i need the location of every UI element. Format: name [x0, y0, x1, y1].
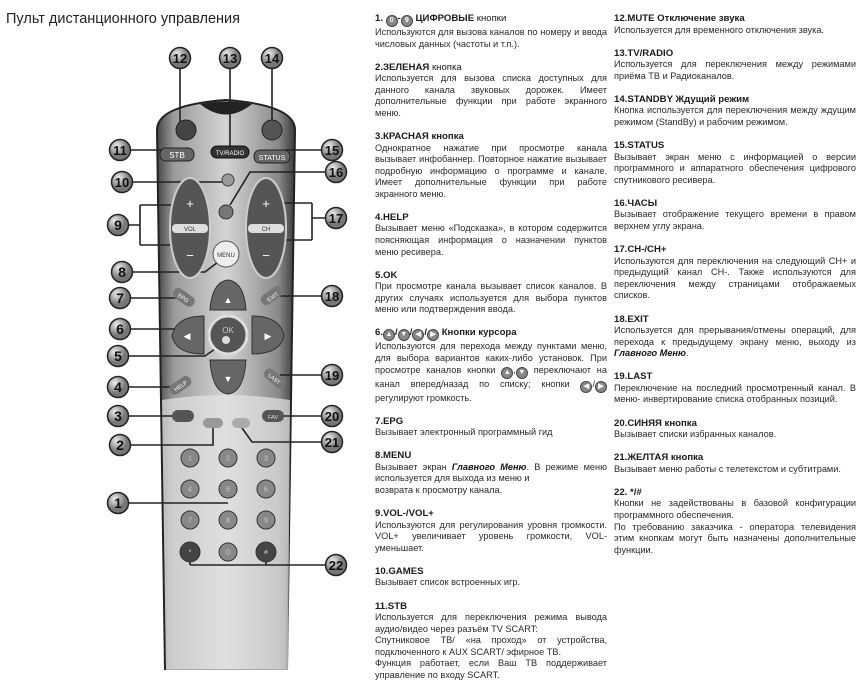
descriptions-column-right: [614, 13, 856, 568]
clock-button[interactable]: [219, 205, 233, 219]
text-segment: кнопка: [431, 61, 462, 73]
plus-icon: +: [186, 196, 194, 211]
callout-number: 9: [114, 217, 122, 233]
text-segment: Функция работает, если Ваш ТВ поддерживает управление по входу SCART.: [375, 658, 607, 680]
text-segment: Вызывает экран: [375, 461, 452, 472]
button-description: [375, 327, 607, 404]
page-title: Пульт дистанционного управления: [6, 11, 240, 27]
callout-number: 7: [116, 290, 124, 306]
remote-control-illustration: [0, 0, 370, 670]
text-segment: 1.: [375, 13, 386, 24]
callout-number: 11: [113, 143, 127, 158]
description-body: [614, 25, 856, 37]
games-button[interactable]: [222, 174, 234, 186]
description-body: [375, 427, 607, 439]
description-body: [614, 498, 856, 556]
digit-label: 0: [226, 549, 230, 557]
yellow-button[interactable]: [232, 418, 250, 428]
text-segment: Главного Меню: [451, 461, 527, 472]
text-segment: Используются для перехода между пунктами меню, для выбора вариантов каких-либо установок. При просмотре каналов кнопки: [375, 341, 607, 375]
ok-label: OK: [222, 326, 234, 335]
text-segment: Кнопки курсора: [439, 327, 517, 339]
text-segment: Спутниковое ТВ/ «на проход» от устройства, подключенного к AUX SCART/ эфирное ТВ.: [375, 635, 607, 657]
status-label: STATUS: [258, 155, 286, 162]
text-segment: Главного Меню: [614, 348, 686, 359]
text-segment: Используются для переключения на следующий CH+ и предыдущий канал CH-. Также используются для переключения между страницами отображаемых списков.: [614, 255, 856, 301]
text-segment: Используется для прерывания/отмены операций, для перехода к предыдущему экрану меню, выходу из: [614, 325, 856, 347]
text-segment: Кнопка используется для переключения между ждущим режимом (StandBy) и рабочим режимом.: [614, 105, 856, 128]
text-segment: Используются для вызова каналов по номеру и ввода числовых данных (частоты и т.п.).: [375, 27, 607, 49]
description-heading: [375, 327, 607, 341]
text-segment: Однократное нажатие при просмотре канала вызывает инфобаннер. Повторное нажатие вызывает подробную информацию о программе и канале. Имеет дополнительные функции при работе экранного меню.: [375, 142, 607, 199]
text-segment: Используется для вызова списка доступных для данного канала звуковых дорожек. Имеет дополнительные функции при работе экранного меню.: [375, 73, 607, 118]
description-heading: [375, 508, 607, 520]
text-segment: кнопки: [476, 13, 507, 24]
minus-icon: −: [262, 248, 270, 263]
text-segment: 3.КРАСНАЯ кнопка: [375, 131, 464, 143]
text-segment: 9.VOL-/VOL+: [375, 508, 434, 520]
digit-label: 4: [188, 486, 192, 494]
callout-number: 4: [114, 379, 122, 395]
description-body: [614, 429, 856, 441]
text-segment: 11.STB: [375, 600, 407, 612]
text-segment: Вызывает отображение текущего времени в правом верхнем углу экрана.: [614, 209, 856, 232]
text-segment: .: [685, 348, 689, 359]
vol-label: VOL: [183, 227, 197, 233]
text-segment: 21.ЖЕЛТАЯ кнопка: [614, 452, 704, 464]
button-description: [375, 212, 607, 258]
callout-number: 14: [264, 51, 280, 66]
text-segment: 2.ЗЕЛЕНАЯ: [375, 61, 432, 73]
button-glyph-icon: ▼: [398, 329, 410, 341]
epg-label: EPG: [176, 292, 190, 305]
button-glyph-icon: ◀: [412, 329, 424, 341]
down-arrow-icon: ▼: [223, 374, 233, 384]
description-body: [375, 73, 607, 119]
text-segment: 4.HELP: [375, 211, 409, 223]
tv-radio-label: TV/RADIO: [215, 151, 245, 157]
text-segment: -: [397, 13, 401, 24]
description-heading: [375, 270, 607, 282]
text-segment: 20.СИНЯЯ кнопка: [614, 417, 697, 429]
description-body: [614, 152, 856, 187]
text-segment: Используется для временного отключения звука.: [614, 24, 824, 35]
description-heading: [375, 450, 607, 462]
description-heading: [614, 94, 856, 106]
text-segment: Вызывает меню работы с телетекстом и субтитрами.: [614, 463, 841, 474]
callout-number: 3: [114, 408, 122, 424]
description-body: [614, 105, 856, 128]
text-segment: /: [409, 327, 413, 339]
callout-number: 5: [114, 348, 122, 364]
stb-label: STB: [169, 151, 185, 160]
button-glyph-icon: 9: [401, 15, 413, 27]
right-arrow-icon: ▶: [264, 331, 272, 341]
button-description: [375, 416, 607, 439]
text-segment: 5.OK: [375, 269, 398, 281]
text-segment: Переключение на последний просмотренный канал. В меню- инвертирование списка отобранных позиций.: [614, 382, 856, 405]
text-segment: возврата к просмотру канала.: [375, 485, 503, 496]
text-segment: Используется для переключения между режимами приёма ТВ и Радиоканалов.: [614, 59, 856, 81]
last-label: LAST: [266, 372, 281, 387]
description-heading: [375, 62, 607, 74]
description-heading: [614, 244, 856, 256]
button-glyph-icon: 0: [386, 15, 398, 27]
button-description: [375, 566, 607, 589]
ch-label: CH: [261, 227, 271, 233]
description-body: [375, 143, 607, 201]
digit-label: 5: [226, 486, 230, 494]
callout-number: 16: [328, 165, 344, 180]
description-heading: [375, 13, 607, 27]
text-segment: . В режиме меню используется для выхода из меню и: [375, 461, 607, 484]
text-segment: 8.MENU: [375, 450, 412, 462]
descriptions-column-left: [375, 13, 607, 693]
button-description: [614, 140, 856, 186]
text-segment: Вызывает электронный программный гид: [375, 427, 553, 438]
text-segment: /: [592, 378, 595, 389]
text-segment: ,: [513, 364, 516, 375]
digit-label: *: [188, 549, 192, 557]
up-arrow-icon: ▲: [223, 295, 233, 305]
button-description: [375, 601, 607, 682]
description-heading: [375, 416, 607, 428]
description-heading: [614, 13, 856, 25]
callout-number: 13: [222, 51, 238, 66]
button-description: [614, 48, 856, 83]
button-description: [375, 13, 607, 50]
callout-number: 21: [324, 435, 340, 450]
text-segment: Кнопки не задействованы в базовой конфигурации программного обеспечения.: [614, 498, 856, 520]
mute-button[interactable]: [176, 120, 196, 140]
text-segment: /: [424, 327, 428, 339]
text-segment: Вызывает меню «Подсказка», в котором содержится поясняющая информация о назначении пунктов меню ресивера.: [375, 223, 607, 257]
description-heading: [614, 48, 856, 60]
description-body: [375, 462, 607, 497]
text-segment: 18.EXIT: [614, 313, 649, 325]
text-segment: Используются для регулирования уровня громкости. VOL+ увеличивает уровень громкости, VOL- уменьшает.: [375, 519, 607, 553]
callout-number: 12: [172, 51, 188, 66]
button-description: [614, 314, 856, 360]
digit-label: 7: [188, 517, 192, 525]
description-heading: [375, 601, 607, 613]
callout-number: 17: [328, 211, 344, 226]
digit-label: #: [264, 549, 268, 557]
button-description: [614, 13, 856, 36]
help-label: HELP: [173, 380, 189, 394]
description-body: [375, 341, 607, 404]
button-description: [375, 508, 607, 554]
button-description: [614, 198, 856, 233]
callout-number: 18: [324, 289, 340, 304]
digit-label: 6: [264, 486, 268, 494]
description-body: [614, 209, 856, 232]
fav-label: FAV: [268, 415, 278, 421]
text-segment: /: [395, 327, 398, 339]
description-body: [614, 464, 856, 476]
description-heading: [614, 418, 856, 430]
green-button[interactable]: [203, 418, 223, 428]
text-segment: 16.ЧАСЫ: [614, 197, 658, 209]
button-description: [614, 371, 856, 406]
description-heading: [614, 314, 856, 326]
button-glyph-icon: ▲: [501, 367, 513, 379]
description-body: [614, 256, 856, 302]
button-description: [614, 244, 856, 302]
text-segment: 12.MUTE Отключение звука: [614, 13, 745, 24]
text-segment: ЦИФРОВЫЕ: [412, 13, 477, 24]
text-segment: Вызывает списки избранных каналов.: [614, 429, 777, 440]
text-segment: 14.STANDBY Ждущий режим: [614, 93, 750, 105]
digit-label: 9: [264, 517, 268, 525]
button-glyph-icon: ▼: [516, 367, 528, 379]
description-heading: [614, 198, 856, 210]
description-body: [375, 27, 607, 50]
button-description: [375, 62, 607, 120]
callout-number: 10: [114, 175, 130, 190]
standby-button[interactable]: [262, 120, 282, 140]
plus-icon: +: [262, 196, 270, 211]
button-description: [614, 94, 856, 129]
text-segment: Используется для переключения режима вывода аудио/видео через разъём TV SCART:: [375, 612, 607, 634]
callout-number: 19: [324, 368, 340, 383]
digit-label: 2: [226, 455, 230, 463]
text-segment: По требованию заказчика - оператора телевидения этим кнопкам могут быть назначены дополнительные функции.: [614, 521, 856, 555]
text-segment: 15.STATUS: [614, 140, 665, 152]
callout-number: 15: [324, 143, 340, 158]
description-body: [375, 520, 607, 555]
text-segment: переключают на канал вперед/назад по списку; кнопки: [375, 364, 607, 389]
ok-button[interactable]: [209, 316, 247, 354]
menu-label: MENU: [217, 253, 235, 259]
description-heading: [614, 371, 856, 383]
minus-icon: −: [186, 248, 194, 263]
description-heading: [375, 566, 607, 578]
description-body: [375, 223, 607, 258]
text-segment: Вызывает экран меню с информацией о версии программного и аппаратного обеспечения цифрового спутникового ресивера.: [614, 151, 856, 185]
description-heading: [375, 131, 607, 143]
text-segment: Вызывает список встроенных игр.: [375, 577, 521, 588]
digit-label: 1: [188, 455, 192, 463]
button-description: [614, 452, 856, 475]
description-body: [614, 59, 856, 82]
button-description: [614, 418, 856, 441]
digit-label: 3: [264, 455, 268, 463]
text-segment: 19.LAST: [614, 371, 653, 383]
button-glyph-icon: ◀: [580, 381, 592, 393]
button-glyph-icon: ▶: [595, 381, 607, 393]
text-segment: регулируют громкость.: [375, 392, 472, 403]
callout-number: 20: [324, 409, 340, 424]
callout-number: 6: [116, 321, 124, 337]
description-body: [375, 281, 607, 316]
callout-number: 1: [114, 495, 122, 511]
button-glyph-icon: ▲: [383, 329, 395, 341]
description-body: [614, 325, 856, 360]
button-description: [375, 270, 607, 316]
description-heading: [375, 212, 607, 224]
text-segment: 22. */#: [614, 486, 642, 498]
description-body: [375, 612, 607, 681]
callout-number: 2: [116, 437, 124, 453]
text-segment: 17.CH-/CH+: [614, 244, 667, 256]
text-segment: 6.: [375, 327, 384, 339]
left-arrow-icon: ◀: [183, 331, 191, 341]
callout-number: 22: [328, 558, 344, 573]
button-description: [375, 450, 607, 496]
digit-label: 8: [226, 517, 230, 525]
button-description: [375, 131, 607, 200]
exit-label: EXIT: [266, 291, 280, 304]
description-heading: [614, 487, 856, 499]
button-description: [614, 487, 856, 556]
description-body: [614, 383, 856, 406]
button-glyph-icon: ▶: [427, 329, 439, 341]
red-button[interactable]: [172, 410, 194, 422]
text-segment: 7.EPG: [375, 415, 404, 427]
callout-number: 8: [118, 264, 126, 280]
description-heading: [614, 452, 856, 464]
text-segment: 10.GAMES: [375, 565, 424, 577]
text-segment: 13.TV/RADIO: [614, 47, 674, 59]
text-segment: При просмотре канала вызывает список каналов. В других случаях используется для выбора пунктов меню или подтверждения ввода.: [375, 281, 607, 315]
description-heading: [614, 140, 856, 152]
description-body: [375, 577, 607, 589]
